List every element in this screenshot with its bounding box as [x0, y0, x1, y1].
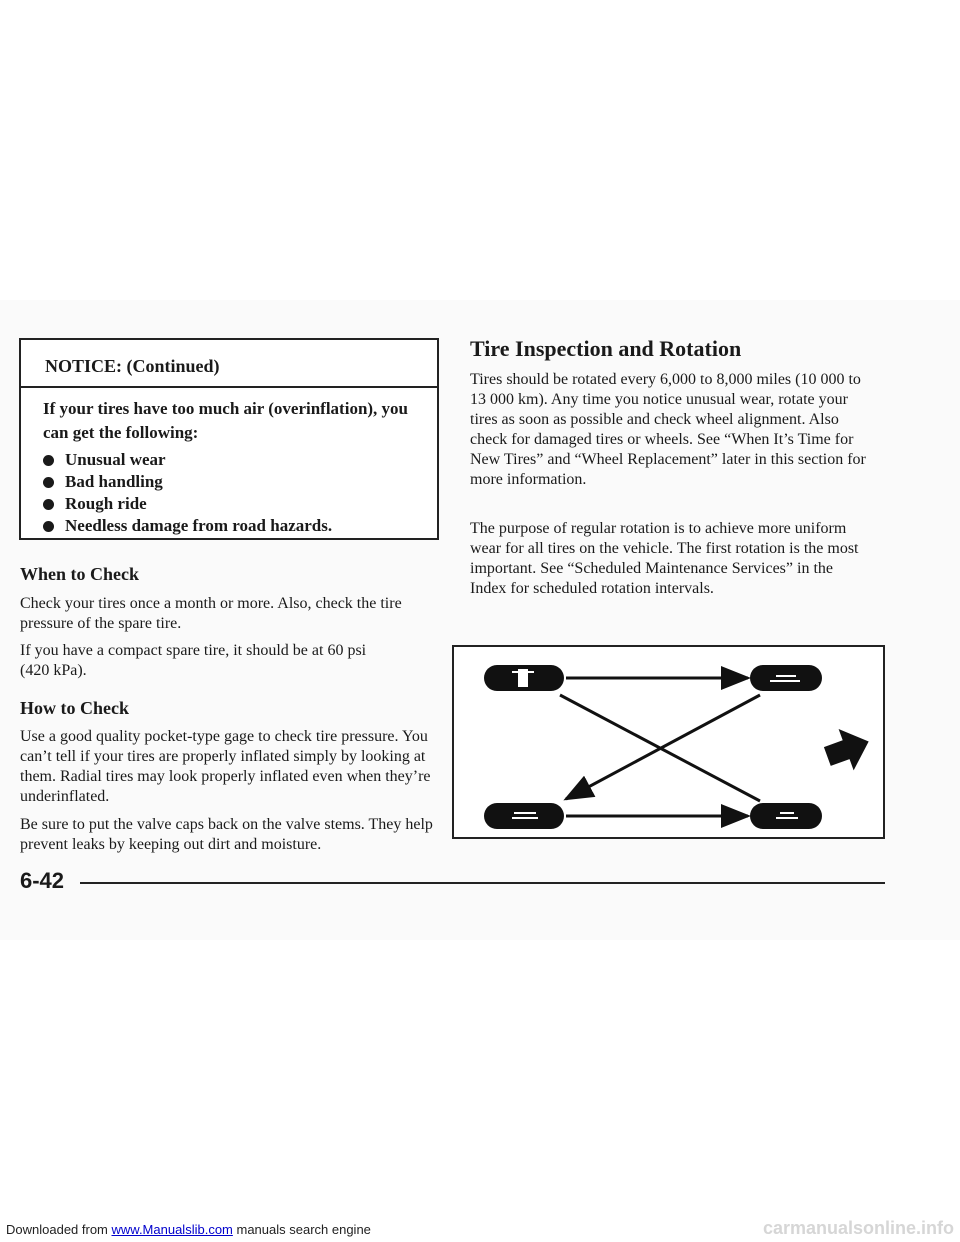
list-item: Unusual wear [43, 449, 437, 471]
tire-rear-right-icon [750, 803, 822, 829]
rotation-diagram-svg [454, 647, 883, 837]
list-item: Bad handling [43, 471, 437, 493]
forward-arrow-icon [820, 721, 876, 777]
arrow-front-right-to-rear-left [566, 695, 760, 799]
notice-intro: If your tires have too much air (overinflation), you can get the following: [43, 399, 409, 442]
rotation-text-1: Tires should be rotated every 6,000 to 8,000 miles (10 000 to 13 000 km). Any time you notice unusual wear, rotate your tires as soon as possible and check wheel alignment. Also check for damaged tires or wheels. See “When It’s Time for New Tires” and “Wheel Replacement” later in this section for more information. [470, 371, 866, 488]
how-to-check-text-2: Be sure to put the valve caps back on the valve stems. They help prevent leaks by keeping out dirt and moisture. [20, 816, 433, 853]
page-number: 6-42 [20, 868, 65, 893]
watermark-text: carmanualsonline.info [762, 1218, 954, 1238]
list-item: Needless damage from road hazards. [43, 515, 437, 537]
notice-list [43, 449, 437, 537]
tire-front-left-icon [484, 665, 564, 691]
notice-heading: NOTICE: (Continued) [21, 340, 437, 388]
notice-box [19, 338, 439, 540]
bullet-icon [43, 499, 54, 510]
rotation-heading: Tire Inspection and Rotation [470, 336, 742, 361]
how-to-check-heading: How to Check [20, 698, 129, 718]
download-banner: Downloaded from www.Manualslib.com manuals search engine [6, 1222, 371, 1237]
bullet-icon [43, 521, 54, 532]
when-to-check-text-1: Check your tires once a month or more. Also, check the tire pressure of the spare tire. [20, 595, 402, 632]
footer-rule [80, 882, 885, 884]
tire-front-right-icon [750, 665, 822, 691]
bullet-icon [43, 477, 54, 488]
tire-rear-left-icon [484, 803, 564, 829]
when-to-check-text-2: If you have a compact spare tire, it should be at 60 psi (420 kPa). [20, 642, 367, 679]
rotation-diagram [452, 645, 885, 839]
rotation-text-2: The purpose of regular rotation is to achieve more uniform wear for all tires on the vehicle. The first rotation is the most important. See “Scheduled Maintenance Services” in the Index for scheduled rotation intervals. [470, 520, 859, 597]
manualslib-link[interactable]: www.Manualslib.com [111, 1222, 233, 1237]
list-item: Rough ride [43, 493, 437, 515]
when-to-check-heading: When to Check [20, 564, 140, 584]
how-to-check-text-1: Use a good quality pocket-type gage to check tire pressure. You can’t tell if your tires are properly inflated simply by looking at them. Radial tires may look properly inflated even when they’re underinflated. [20, 728, 431, 805]
bullet-icon [43, 455, 54, 466]
